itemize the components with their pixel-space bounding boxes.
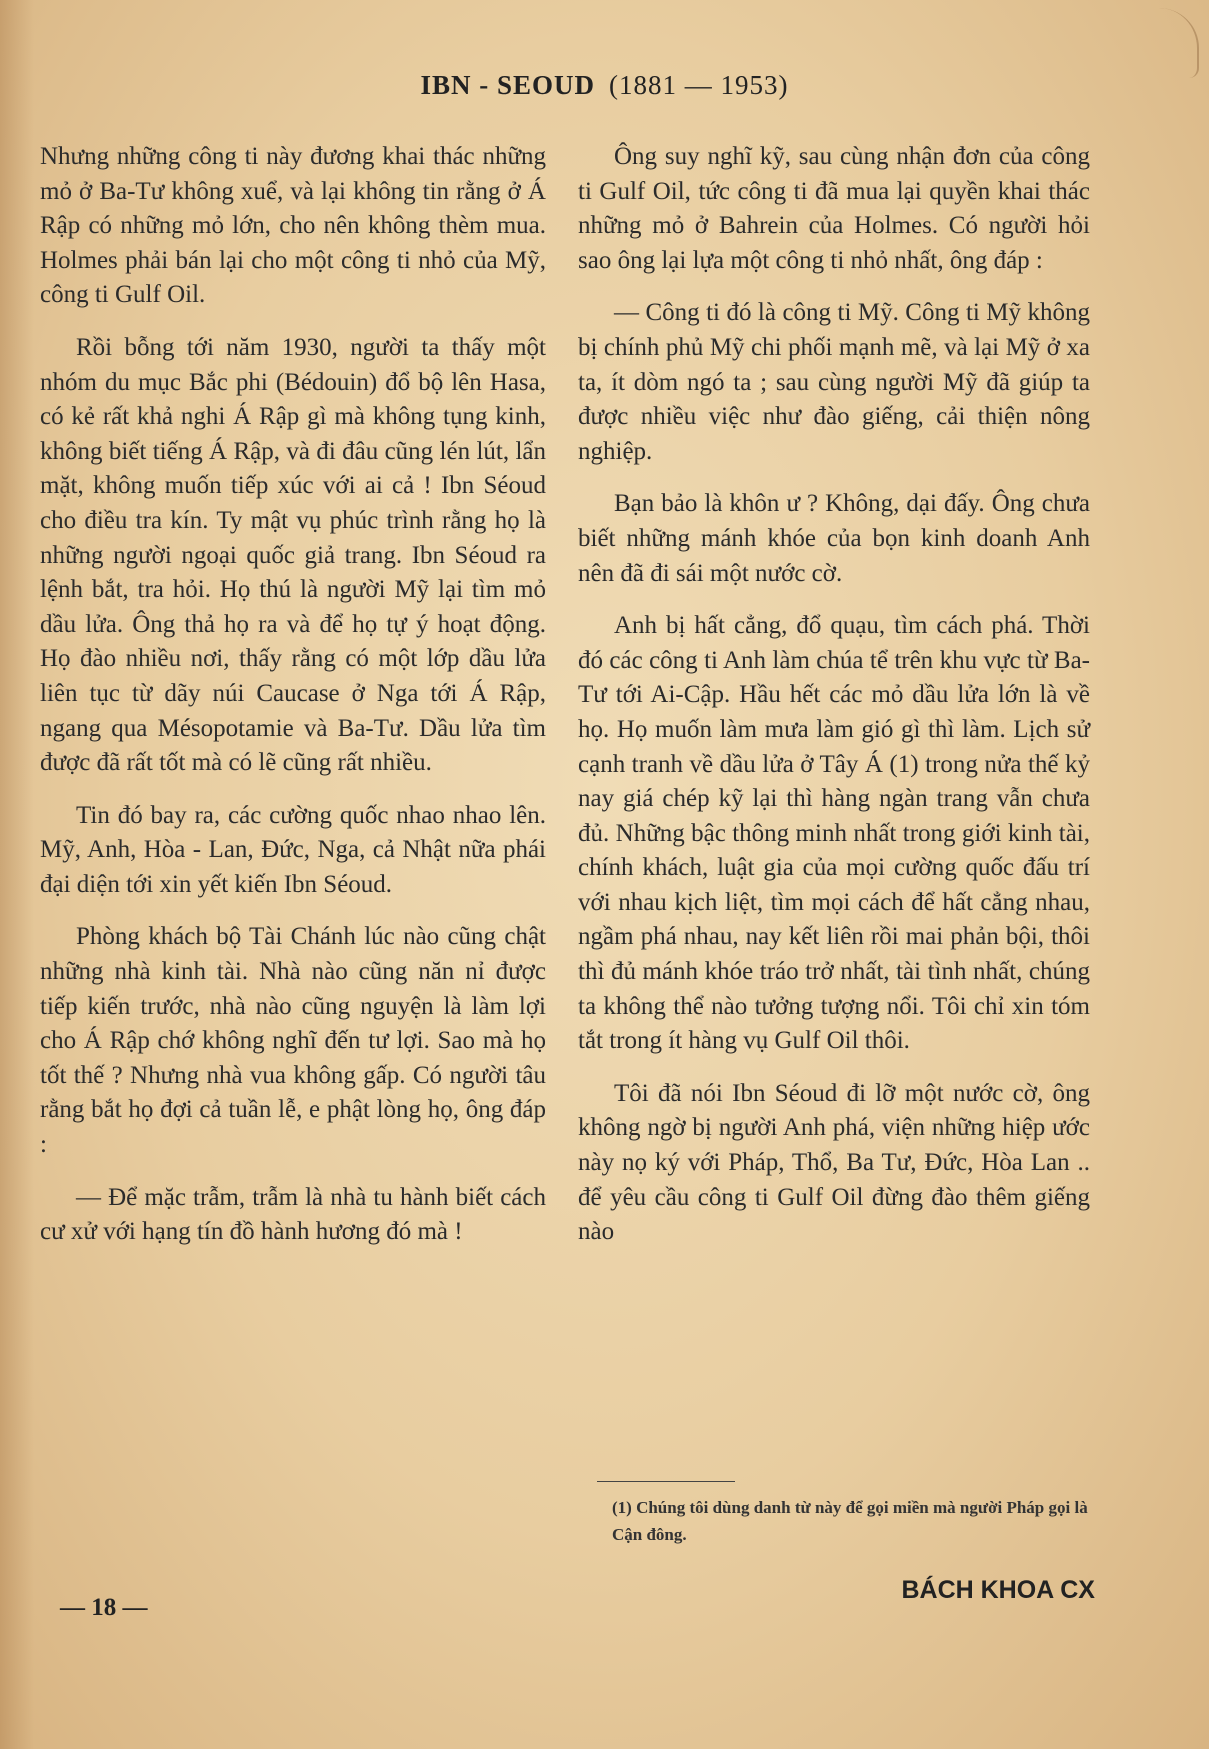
page-corner-mark [1137,8,1199,78]
paragraph: Rồi bỗng tới năm 1930, người ta thấy một nhóm du mục Bắc phi (Bédouin) đổ bộ lên Hasa, có kẻ rất khả nghi Á Rập gì mà không tụng kinh, không biết tiếng Á Rập, và đi đâu cũng lén lút, lẩn mặt, không muốn tiếp xúc với ai cả ! Ibn Séoud cho điều tra kín. Ty mật vụ phúc trình rằng họ là những người ngoại quốc giả trang. Ibn Séoud ra lệnh bắt, tra hỏi. Họ thú là người Mỹ lại tìm mỏ dầu lửa. Ông thả họ ra và để họ tự ý hoạt động. Họ đào nhiều nơi, thấy rằng có một lớp dầu lửa liên tục từ dãy núi Caucase ở Nga tới Á Rập, ngang qua Mésopotamie và Ba-Tư. Dầu lửa tìm được đã rất tốt mà có lẽ cũng rất nhiều. [40,333,546,777]
footnote: (1) Chúng tôi dùng danh từ này để gọi miền mà người Pháp gọi là Cận đông. [612,1498,1088,1544]
footnote-divider [597,1481,735,1482]
paragraph: Tôi đã nói Ibn Séoud đi lỡ một nước cờ, ông không ngờ bị người Anh phá, viện những hiệp ước này nọ ký với Pháp, Thổ, Ba Tư, Đức, Hòa Lan .. để yêu cầu công ti Gulf Oil đừng đào thêm giếng nào [578,1079,1090,1246]
paragraph: Nhưng những công ti này đương khai thác những mỏ ở Ba-Tư không xuể, và lại không tin rằng ở Á Rập có những mỏ lớn, cho nên không thèm mua. Holmes phải bán lại cho một công ti nhỏ của Mỹ, công ti Gulf Oil. [40,143,546,309]
running-header [0,70,1209,101]
page-edge-shadow [0,0,34,1749]
header-years: (1881 — 1953) [609,70,789,100]
paragraph: — Để mặc trẫm, trẫm là nhà tu hành biết cách cư xử với hạng tín đồ hành hương đó mà ! [40,1183,546,1246]
journal-name: BÁCH KHOA CX [901,1576,1095,1604]
paragraph: — Công ti đó là công ti Mỹ. Công ti Mỹ không bị chính phủ Mỹ chi phối mạnh mẽ, và lại Mỹ ở xa ta, ít dòm ngó ta ; sau cùng người Mỹ đã giúp ta được nhiều việc như đào giếng, cải thiện nông nghiệp. [578,299,1090,465]
paragraph: Ông suy nghĩ kỹ, sau cùng nhận đơn của công ti Gulf Oil, tức công ti đã mua lại quyền khai thác những mỏ ở Bahrein của Holmes. Có người hỏi sao ông lại lựa một công ti nhỏ nhất, ông đáp : [578,143,1090,274]
paragraph: Tin đó bay ra, các cường quốc nhao nhao lên. Mỹ, Anh, Hòa - Lan, Đức, Nga, cả Nhật nữa phái đại diện tới xin yết kiến Ibn Séoud. [40,801,546,898]
paragraph: Bạn bảo là khôn ư ? Không, dại đấy. Ông chưa biết những mánh khóe của bọn kinh doanh Anh nên đã đi sái một nước cờ. [578,490,1090,587]
header-title: IBN - SEOUD [420,70,596,100]
paragraph: Anh bị hất cẳng, đổ quạu, tìm cách phá. Thời đó các công ti Anh làm chúa tể trên khu vực từ Ba-Tư tới Ai-Cập. Hầu hết các mỏ dầu lửa lớn là về họ. Họ muốn làm mưa làm gió gì thì làm. Lịch sử cạnh tranh về dầu lửa ở Tây Á (1) trong nửa thế kỷ nay giá chép kỹ lại thì hàng ngàn trang vẫn chưa đủ. Những bậc thông minh nhất trong giới kinh tài, chính khách, luật gia của mọi cường quốc đấu trí với nhau kịch liệt, tìm mọi cách để hất cẳng nhau, ngầm phá nhau, nay kết liên rồi mai phản bội, thôi thì đủ mánh khóe tráo trở nhất, tài tình nhất, chúng ta không thể nào tưởng tượng nổi. Tôi chỉ xin tóm tắt trong ít hàng vụ Gulf Oil thôi. [578,612,1090,1055]
left-column [40,140,546,1268]
right-column [578,140,1090,1268]
paragraph: Phòng khách bộ Tài Chánh lúc nào cũng chật những nhà kinh tài. Nhà nào cũng năn nỉ được tiếp kiến trước, nhà nào cũng nguyện là làm lợi cho Á Rập chớ không nghĩ đến tư lợi. Sao mà họ tốt thế ? Nhưng nhà vua không gấp. Có người tâu rằng bắt họ đợi cả tuần lễ, e phật lòng họ, ông đáp : [40,923,546,1159]
page-number: — 18 — [60,1594,148,1621]
